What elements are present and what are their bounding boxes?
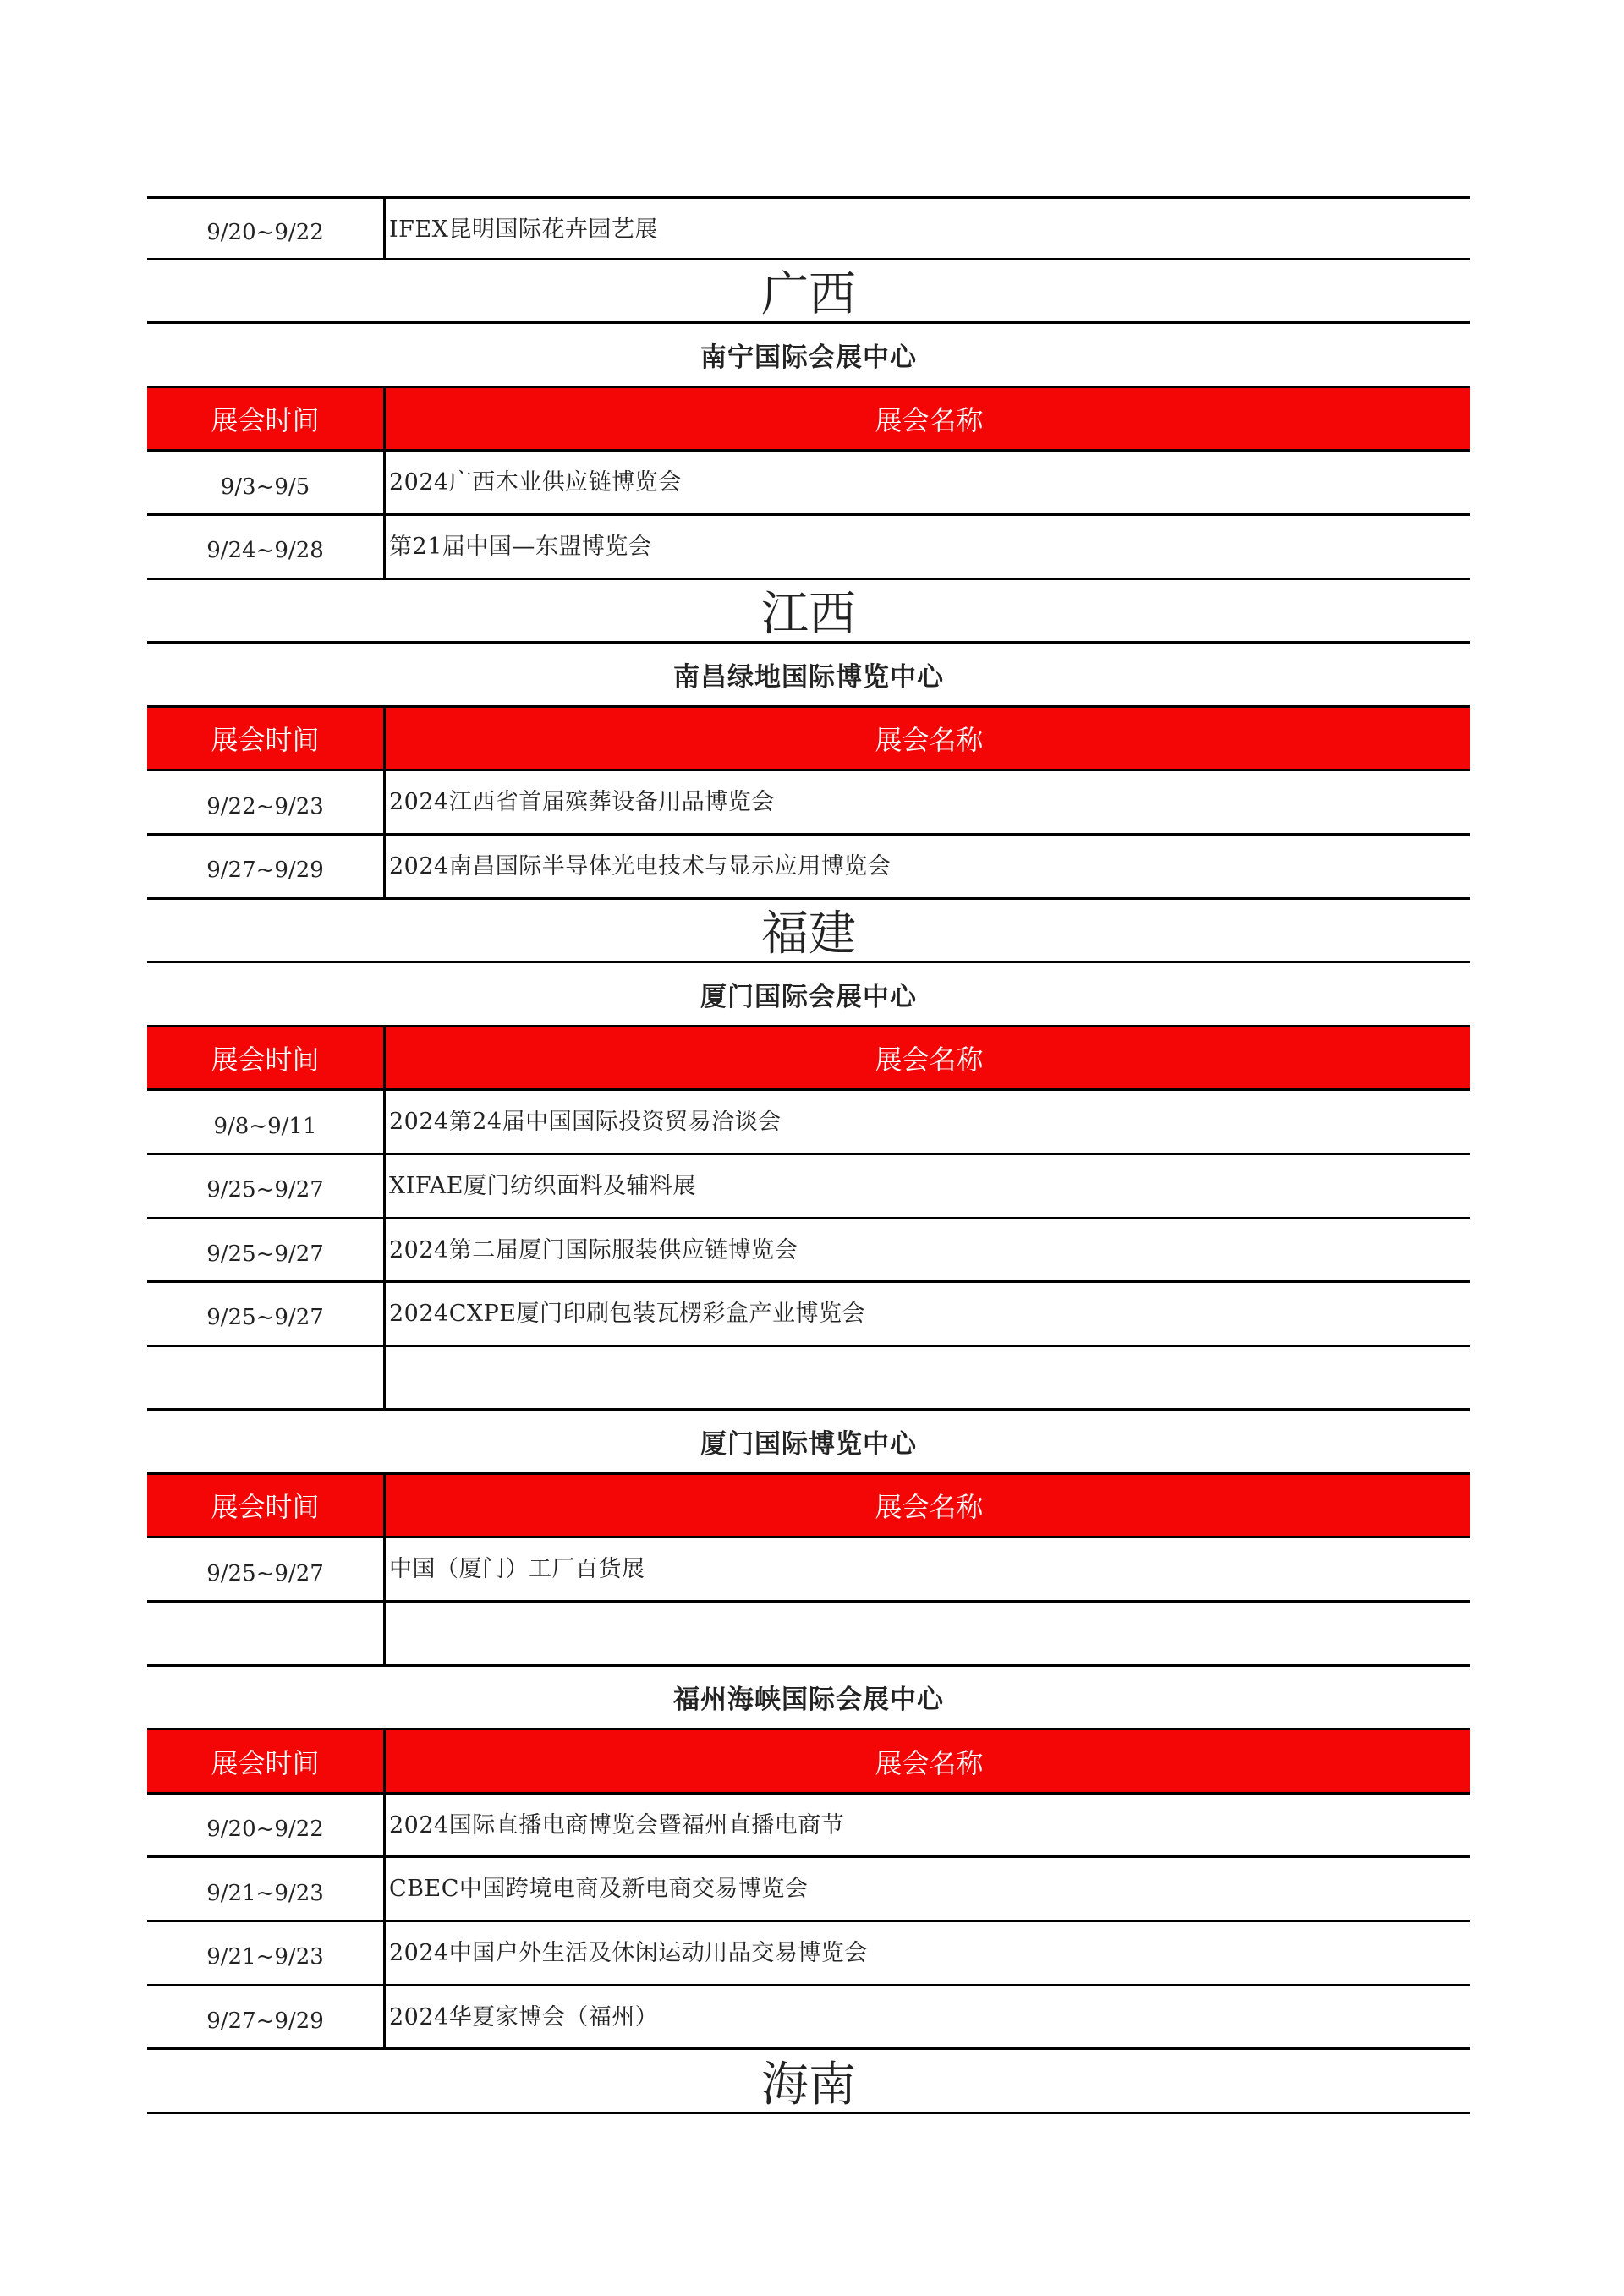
table-row [147, 452, 1470, 516]
exhibition-date: 9/21~9/23 [147, 1922, 386, 1984]
table-header-row [147, 388, 1470, 452]
table-row [147, 1155, 1470, 1219]
exhibition-date: 9/22~9/23 [147, 771, 386, 833]
table-header-row [147, 1475, 1470, 1539]
region-title: 广西 [761, 267, 856, 323]
table-row [147, 1603, 1470, 1667]
header-name-label: 展会名称 [875, 1491, 984, 1524]
venue-title: 厦门国际会展中心 [700, 981, 917, 1012]
header-date-label: 展会时间 [147, 1475, 386, 1537]
exhibition-date: 9/27~9/29 [147, 1986, 386, 2048]
venue-heading [147, 963, 1470, 1027]
exhibition-name: 2024CXPE厦门印刷包装瓦楞彩盒产业博览会 [389, 1301, 865, 1328]
exhibition-schedule-sheet [147, 0, 1470, 2114]
header-date-label: 展会时间 [147, 388, 386, 450]
table-row [147, 196, 1470, 260]
table-row [147, 771, 1470, 836]
exhibition-date: 9/3~9/5 [147, 452, 386, 513]
exhibition-name: 2024国际直播电商博览会暨福州直播电商节 [389, 1811, 845, 1838]
region-heading [147, 260, 1470, 325]
header-name-label: 展会名称 [875, 724, 984, 757]
exhibition-date: 9/25~9/27 [147, 1538, 386, 1600]
header-date-label: 展会时间 [147, 708, 386, 770]
venue-heading [147, 324, 1470, 388]
exhibition-date: 9/25~9/27 [147, 1155, 386, 1217]
region-heading [147, 580, 1470, 644]
exhibition-name: 2024广西木业供应链博览会 [389, 469, 682, 496]
exhibition-date: 9/20~9/22 [147, 1795, 386, 1856]
header-name-label: 展会名称 [875, 1746, 984, 1779]
exhibition-name: 2024南昌国际半导体光电技术与显示应用博览会 [389, 852, 892, 879]
table-row [147, 1283, 1470, 1347]
table-row [147, 836, 1470, 900]
table-row [147, 1922, 1470, 1986]
exhibition-name: 中国（厦门）工厂百货展 [389, 1556, 645, 1583]
table-row [147, 1986, 1470, 2051]
exhibition-name: CBEC中国跨境电商及新电商交易博览会 [389, 1876, 809, 1903]
table-row [147, 1219, 1470, 1284]
exhibition-date [147, 1603, 386, 1664]
table-row [147, 516, 1470, 580]
exhibition-date: 9/25~9/27 [147, 1283, 386, 1345]
exhibition-name: 2024第24届中国国际投资贸易洽谈会 [389, 1109, 782, 1136]
table-row [147, 1538, 1470, 1603]
table-header-row [147, 708, 1470, 772]
exhibition-date: 9/27~9/29 [147, 836, 386, 897]
exhibition-name: 第21届中国—东盟博览会 [389, 533, 652, 560]
exhibition-name: 2024中国户外生活及休闲运动用品交易博览会 [389, 1940, 868, 1967]
exhibition-date: 9/25~9/27 [147, 1219, 386, 1281]
exhibition-name: 2024第二届厦门国际服装供应链博览会 [389, 1236, 798, 1263]
venue-heading [147, 1411, 1470, 1475]
table-header-row [147, 1730, 1470, 1795]
region-heading [147, 2050, 1470, 2114]
table-row [147, 1347, 1470, 1411]
venue-heading [147, 644, 1470, 708]
venue-heading [147, 1667, 1470, 1731]
region-title: 海南 [761, 2057, 856, 2112]
venue-title: 南宁国际会展中心 [700, 342, 917, 373]
region-title: 福建 [761, 907, 856, 962]
table-header-row [147, 1027, 1470, 1092]
exhibition-name: 2024江西省首届殡葬设备用品博览会 [389, 789, 775, 816]
table-row [147, 1091, 1470, 1155]
exhibition-date: 9/21~9/23 [147, 1858, 386, 1920]
region-title: 江西 [761, 587, 856, 643]
venue-title: 福州海峡国际会展中心 [673, 1685, 944, 1716]
exhibition-name: XIFAE厦门纺织面料及辅料展 [389, 1172, 696, 1199]
exhibition-date: 9/24~9/28 [147, 516, 386, 578]
region-heading [147, 900, 1470, 964]
exhibition-date [147, 1347, 386, 1409]
header-name-label: 展会名称 [875, 1044, 984, 1077]
header-name-label: 展会名称 [875, 404, 984, 437]
exhibition-name: IFEX昆明国际花卉园艺展 [389, 216, 658, 243]
table-row [147, 1858, 1470, 1922]
exhibition-date: 9/20~9/22 [147, 199, 386, 258]
exhibition-name: 2024华夏家博会（福州） [389, 2003, 659, 2030]
header-date-label: 展会时间 [147, 1027, 386, 1089]
exhibition-date: 9/8~9/11 [147, 1091, 386, 1153]
venue-title: 南昌绿地国际博览中心 [673, 661, 944, 693]
venue-title: 厦门国际博览中心 [700, 1429, 917, 1460]
header-date-label: 展会时间 [147, 1730, 386, 1792]
table-row [147, 1795, 1470, 1859]
